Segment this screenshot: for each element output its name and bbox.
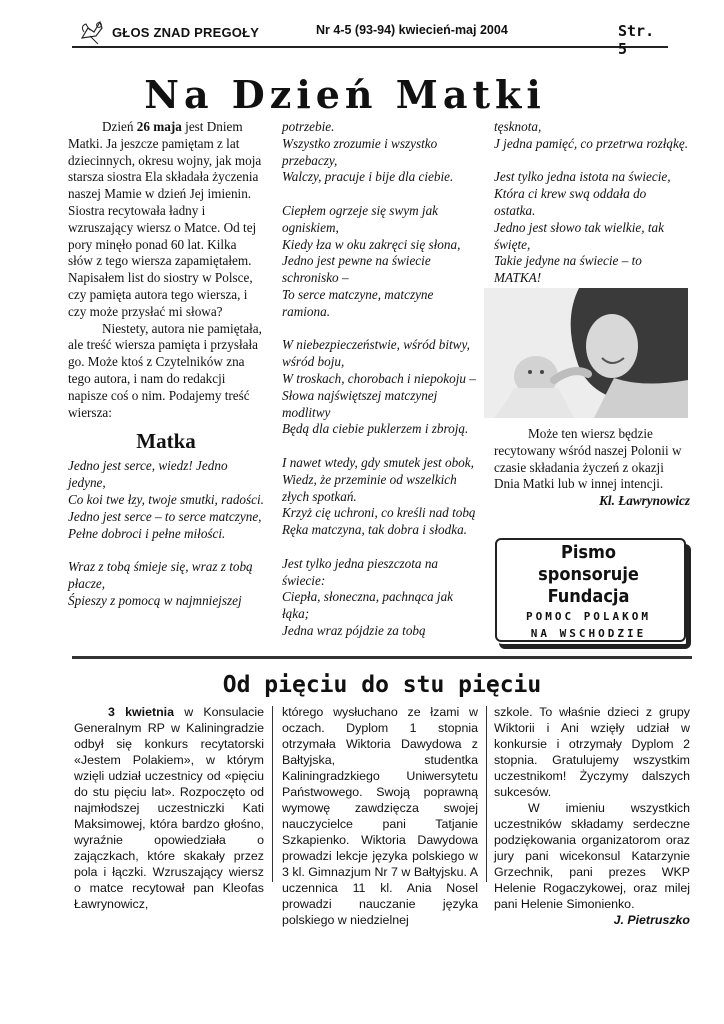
page-header — [72, 18, 668, 58]
article-title: Od pięciu do stu pięciu — [222, 672, 542, 698]
article2-column-1 — [74, 704, 264, 912]
sponsor-line: Pismo — [560, 542, 617, 563]
sponsor-box — [491, 538, 689, 646]
author-signature: Kl. Ławrynowicz — [599, 493, 690, 509]
article2-paragraph: W imieniu wszystkich uczestników składamy serdeczne podziękowania organizatorom oraz jury pani wicekonsul Katarzynie Grzechnik, pani prezes WKP Helenie Rogaczykowej, oraz milej pani Helenie Simonienko. J. Pietruszko — [494, 801, 690, 927]
author-signature: J. Pietruszko — [613, 913, 690, 927]
section-divider — [72, 656, 692, 659]
sponsor-line: NA WSCHODZIE — [530, 627, 647, 640]
outro-paragraph: Może ten wiersz będzie recytowany wśród naszej Polonii w czasie składania życzeń z okazji Dnia Matki lub w innej intencji. — [494, 426, 682, 492]
poem-stanza: Ciepłem ogrzeje się swym jak ogniskiem, Kiedy łza w oku zakręci się słona, Jedno jest pewne na świecie schronisko – To serce matczyne, matczyne ramiona. — [282, 202, 461, 319]
poem-stanza: Jest tylko jedna pieszczota na świecie: Ciepła, słoneczna, pachnąca jak łąka; Jedna wraz pójdzie za tobą — [282, 555, 454, 638]
article2-paragraph: 3 kwietnia w Konsulacie Generalnym RP w Kaliningradzie odbył się konkurs recytatorski «Jestem Polakiem», w którym wzięli udział uczestnicy od «pięciu do stu pięciu lat». Rozpoczęto od najmłodszej uczestniczki Kati Maksimowej, która bardzo głośno, wyraźnie opowiedziała o zajączkach, które skakały przez pola i łączki. Wzruszający wiersz o matce recytował pan Kleofas Ławrynowicz, — [74, 705, 264, 911]
sponsor-line: sponsoruje — [538, 564, 639, 585]
poem-stanza: Jest tylko jedna istota na świecie, Która ci krew swą oddała do ostatka. Jedno jest słowo tak wielkie, tak święte, Takie jedyne na świecie – to MATKA! — [494, 169, 671, 286]
article2-paragraph: szkole. To właśnie dzieci z grupy Wiktorii i Ani wzięły udział w konkursie i otrzymały Dyplom 2 stopnia. Gratulujemy wszystkim uczestnikom! Życzymy dalszych sukcesów. — [494, 705, 690, 799]
poem-stanza: potrzebie. Wszystko zrozumie i wszystko przebaczy, Walczy, pracuje i bije dla ciebie. — [282, 119, 454, 185]
page-number: Str. 5 — [618, 22, 655, 58]
sponsor-text — [495, 542, 682, 642]
mother-child-photo-icon — [484, 288, 688, 418]
poem-stanza: Wraz z tobą śmieje się, wraz z tobą płacze, Śpieszy z pomocą w najmniejszej — [68, 559, 253, 608]
article-column-1 — [68, 119, 264, 610]
issue-info: Nr 4-5 (93-94) kwiecień-maj 2004 — [316, 23, 508, 37]
poem-stanza: Jedno jest serce, wiedz! Jedno jedyne, Co koi twe łzy, twoje smutki, radości. Jedno jest serce – to serce matczyne, Pełne dobroci i pełne miłości. — [68, 458, 264, 541]
article-column-2 — [282, 119, 478, 640]
article2-paragraph: którego wysłuchano ze łzami w oczach. Dyplom 1 stopnia otrzymała Wiktoria Dawydowa z Bałtyjska, studentka Kaliningradzkiego Uniwersytetu Państwowego. Swoją poprawną wymowę zawdzięcza swojej nauczycielce pani Tatjanie Szkapienko. Wiktoria Dawydowa prowadzi lekcje języka polskiego w 3 kl. Gimnazjum Nr 7 w Bałtyjsku. A uczennica 11 kl. Ania Nosel prowadzi nauczanie języka polskiego w niedzielnej — [282, 705, 478, 927]
article-title: Na Dzień Matki — [144, 72, 546, 117]
poem-stanza: W niebezpieczeństwie, wśród bitwy, wśród boju, W troskach, chorobach i niepokoju – Słowa najświętszej matczynej modlitwy Będą dla ciebie puklerzem i zbroją. — [282, 337, 476, 437]
article2-column-2 — [282, 704, 478, 928]
poem-part-1 — [68, 458, 264, 609]
sponsor-line: POMOC POLAKOM — [525, 610, 652, 623]
sponsor-line: Fundacja — [547, 586, 630, 607]
poem-title: Matka — [136, 429, 196, 454]
poem-stanza: I nawet wtedy, gdy smutek jest obok, Wiedz, że przeminie od wszelkich złych spotkań. Krzyż cię uchroni, co kreśli nad tobą Ręka matczyna, tak dobra i słodka. — [282, 454, 476, 538]
paper-name: GŁOS ZNAD PREGOŁY — [112, 25, 260, 40]
mother-child-photo — [484, 288, 688, 418]
article-outro — [494, 426, 690, 510]
article-column-3 — [494, 119, 690, 287]
column-separator — [272, 706, 273, 882]
column-separator — [486, 706, 487, 882]
poem-stanza: tęsknota, J jedna pamięć, co przetrwa rozłąkę. — [494, 119, 688, 151]
angel-logo-icon — [78, 18, 108, 46]
article2-column-3 — [494, 704, 690, 928]
intro-paragraph-1: Dzień 26 maja jest Dniem Matki. Ja jeszcze pamiętam z lat dziecinnych, okresu wojny, jak moja starsza siostra Ela składała życzenia naszej Mamie w dzień Jej imienin. Siostra recytowała ładny i wzruszający wiersz o Matce. Od tej pory minęło ponad 60 lat. Kilka słów z tego wiersza zapamiętałem. Napisałem list do siostry w Polsce, czy pamięta autora tego wiersza, i czy może przysłać mi słowa? — [68, 119, 262, 319]
intro-paragraph-2: Niestety, autora nie pamiętała, ale treść wiersza pamięta i przysłała go. Może ktoś z Czytelników zna tego autora, i nam do redakcji napisze coś o nim. Podajemy treść wiersza: — [68, 320, 262, 420]
